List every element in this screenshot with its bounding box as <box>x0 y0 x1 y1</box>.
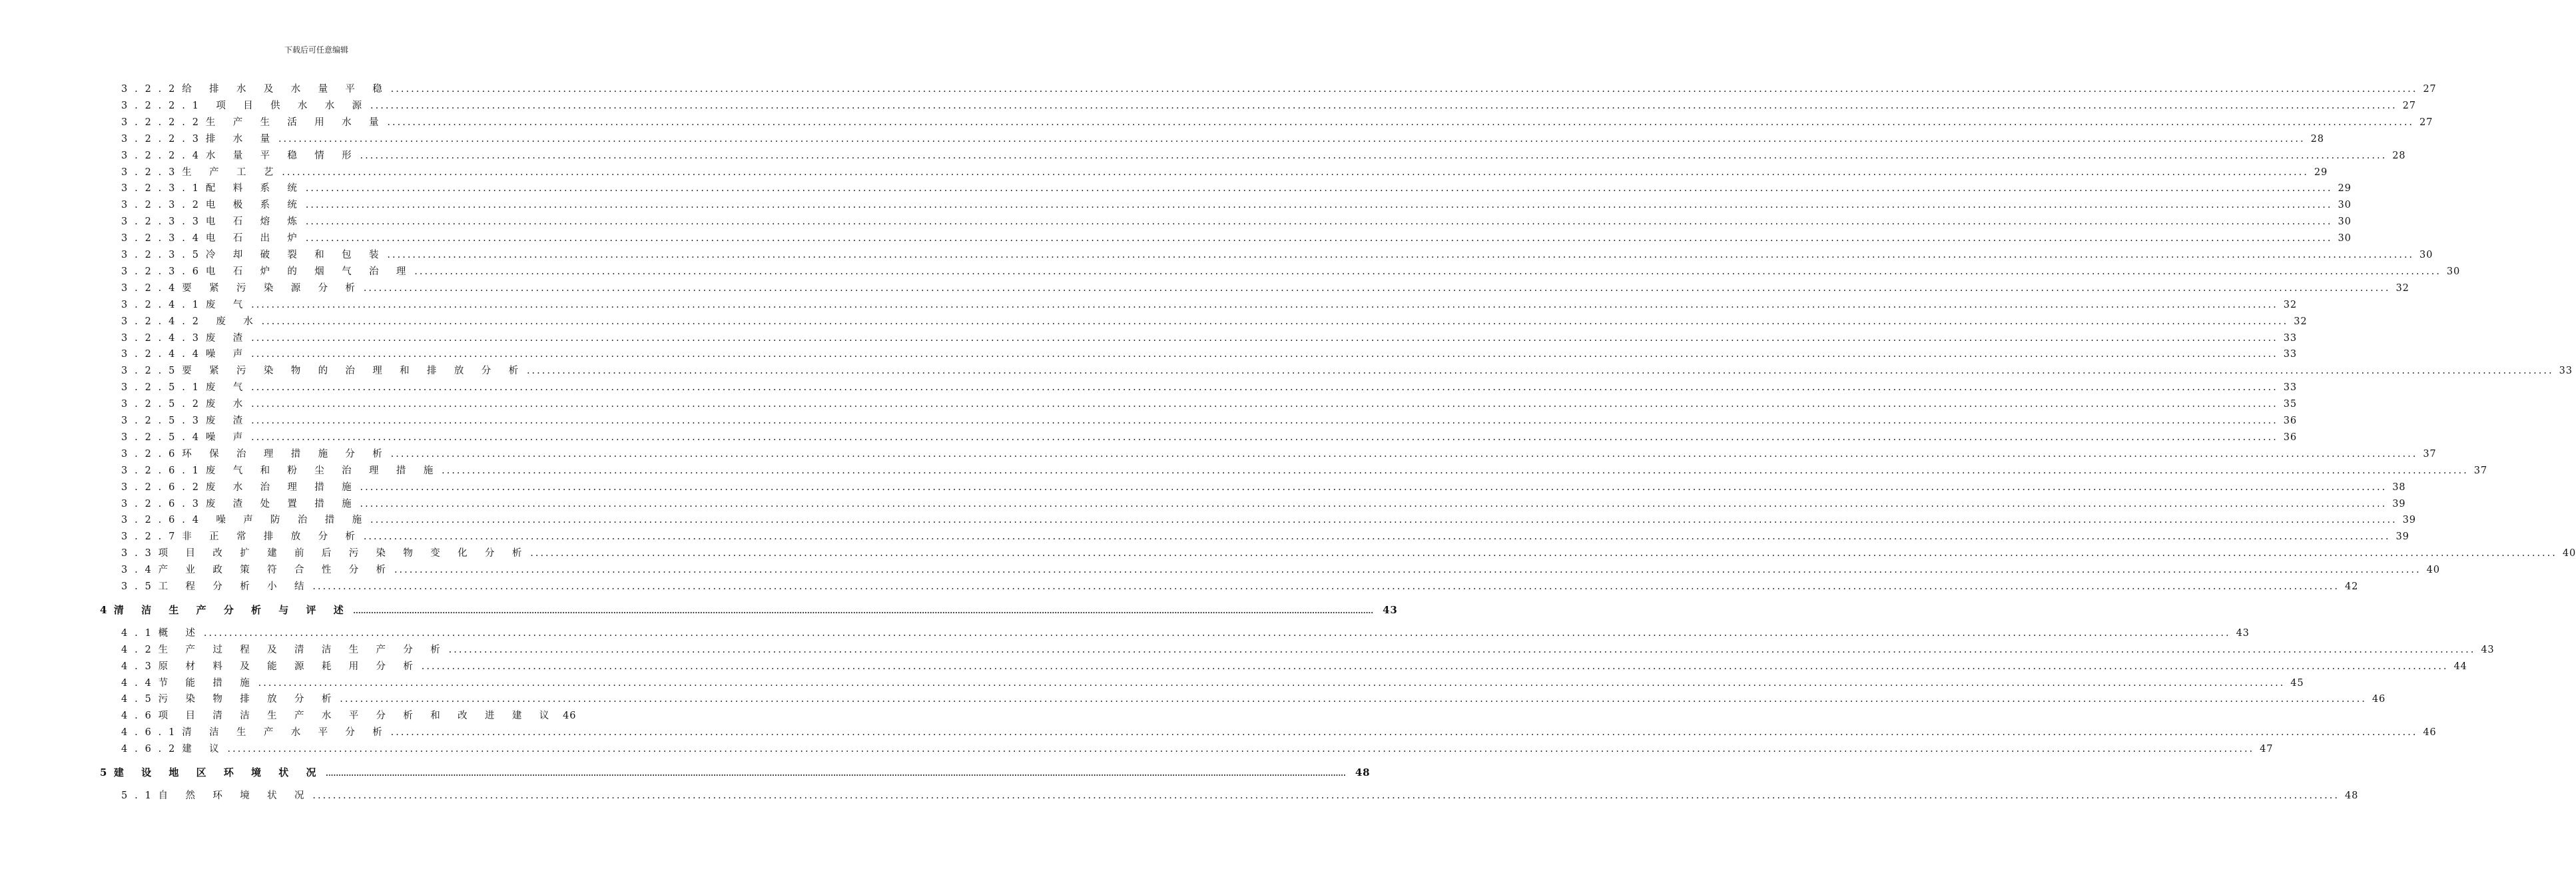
toc-leader-dots: ................................................................................................................................................................................................................................................................................................................................................................................................................ <box>442 465 2469 476</box>
toc-page-number: 47 <box>2260 744 2274 755</box>
toc-entry-label: 3.2.7非 正 常 排 放 分 析 <box>121 531 362 543</box>
toc-entry[interactable] <box>121 282 2410 295</box>
toc-entry[interactable] <box>121 198 2352 212</box>
toc-entry-label: 3.2.4.4噪 声 <box>121 349 250 360</box>
toc-page-number: 30 <box>2338 200 2352 211</box>
toc-entry[interactable] <box>121 726 2437 739</box>
toc-entry-label: 3.2.4.1废 气 <box>121 299 250 310</box>
toc-page-number: 45 <box>2290 677 2304 689</box>
toc-page-number: 46 <box>2423 727 2437 739</box>
toc-page-number: 43 <box>2481 644 2495 655</box>
toc-entry-label: 3.2.3.4电 石 出 炉 <box>121 233 304 244</box>
toc-leader-dots: ................................................................................................................................................................................................................................................................................................................................................................................................................ <box>251 432 2278 443</box>
toc-leader-dots: ................................................................................................................................................................................................................................................................................................................................................................................................................ <box>227 744 2255 755</box>
toc-leader-dots: ................................................................................................................................................................................................................................................................................................................................................................................................................ <box>414 266 2441 277</box>
toc-page-number: 30 <box>2338 216 2352 228</box>
toc-entry[interactable] <box>121 677 2304 690</box>
toc-leader-dots: ................................................................................................................................................................................................................................................................................................................................................................................................................ <box>251 299 2278 310</box>
toc-entry[interactable] <box>121 332 2297 345</box>
toc-page-number: 33 <box>2283 349 2297 360</box>
toc-page-number: 36 <box>2283 416 2297 426</box>
toc-entry[interactable] <box>121 497 2406 511</box>
toc-page-number: 40 <box>2426 565 2440 576</box>
toc-chapter-entry[interactable] <box>100 766 1371 779</box>
toc-entry[interactable] <box>121 83 2437 96</box>
toc-entry-label: 5.1自 然 环 境 状 况 <box>121 790 312 801</box>
toc-page-number: 39 <box>2392 498 2406 509</box>
toc-entry[interactable] <box>121 232 2352 245</box>
toc-page-number: 28 <box>2310 133 2324 145</box>
toc-entry[interactable] <box>121 215 2352 228</box>
toc-page-number: 37 <box>2473 465 2487 476</box>
toc-entry-label: 4.6.2建 议 <box>121 744 226 755</box>
toc-entry-label: 3.2.5要 紧 污 染 物 的 治 理 和 排 放 分 析 <box>121 366 525 377</box>
toc-entry[interactable] <box>121 149 2406 162</box>
toc-page-number: 27 <box>2402 100 2416 111</box>
toc-leader-dots: ................................................................................................................................................................................................................................................................................................................................................................................................................ <box>363 282 2391 294</box>
toc-entry[interactable] <box>121 513 2416 527</box>
toc-leader-dots: ................................................................................................................................................................................................................................................................................................................................................................................................................ <box>387 117 2415 128</box>
toc-entry[interactable] <box>121 643 2495 657</box>
toc-entry-label: 3.2.4.2 废 水 <box>121 316 260 327</box>
toc-entry[interactable] <box>121 547 2576 560</box>
toc-page-number: 28 <box>2392 150 2406 161</box>
toc-leader-dots: ................................................................................................................................................................................................................................................................................................................................................................................................................ <box>251 332 2278 344</box>
toc-page-number: 35 <box>2283 399 2297 410</box>
toc-page-number: 33 <box>2283 332 2297 344</box>
toc-leader-dots: ................................................................................................................................................................................................................................................................................................................................................................................................................ <box>312 581 2340 592</box>
toc-entry[interactable] <box>121 414 2297 428</box>
toc-entry[interactable] <box>121 133 2324 146</box>
toc-entry-label: 3.2.6环 保 治 理 措 施 分 析 <box>121 448 390 459</box>
toc-entry[interactable] <box>121 481 2406 494</box>
toc-leader-dots: ................................................................................................................................................................................................................................................................................................................................................................................................................ <box>305 233 2333 244</box>
toc-entry-label: 3.2.4要 紧 污 染 源 分 析 <box>121 282 362 294</box>
toc-chapter-entry[interactable] <box>100 603 1398 617</box>
toc-entry-label: 4.6项 目 清 洁 生 产 水 平 分 析 和 改 进 建 议 <box>121 711 557 722</box>
toc-leader-dots: ................................................................................................................................................................................................................................................................................................................................................................................................................ <box>340 694 2367 705</box>
toc-entry[interactable] <box>121 364 2573 378</box>
toc-entry[interactable] <box>121 315 2308 328</box>
toc-leader-dots: ................................................................................................................................................................................................................................................................................................................................................................................................................ <box>278 133 2306 145</box>
toc-entry-label: 4.2生 产 过 程 及 清 洁 生 产 分 析 <box>121 644 448 655</box>
toc-page-number: 48 <box>2345 790 2359 801</box>
toc-entry-label: 5建 设 地 区 环 境 状 况 <box>100 766 323 778</box>
toc-entry[interactable] <box>121 448 2437 461</box>
toc-entry-label: 4.3原 材 料 及 能 源 耗 用 分 析 <box>121 661 420 672</box>
toc-entry-label: 3.2.2.4水 量 平 稳 情 形 <box>121 150 359 161</box>
toc-leader-dots: ................................................................................................................................................................................................................................................................................................................................................................................................................ <box>394 565 2421 576</box>
toc-entry-label: 4.4节 能 措 施 <box>121 677 257 689</box>
toc-leader-dots: ................................................................................................................................................................................................................................................................................................................................................................................................................ <box>448 644 2476 655</box>
toc-leader-dots: ................................................................................................................................................................................................................................................................................................................................................................................................................ <box>370 515 2398 526</box>
toc-entry-label: 3.2.2.2生 产 生 活 用 水 量 <box>121 117 386 128</box>
toc-entry[interactable] <box>121 166 2328 179</box>
toc-entry-label: 3.5工 程 分 析 小 结 <box>121 581 312 592</box>
toc-entry-label: 3.2.2.3排 水 量 <box>121 133 277 145</box>
toc-entry[interactable] <box>121 431 2297 444</box>
toc-entry[interactable] <box>121 660 2467 673</box>
toc-leader-dots: ................................................................................................................................................................................................................................................................................................................................................................................................................ <box>370 100 2398 111</box>
toc-page-number: 29 <box>2338 183 2352 194</box>
toc-page-number: 44 <box>2453 661 2467 672</box>
toc-leader-dots: ................................................................................................................................................................................................................................................................................................................................................................................................................ <box>526 366 2554 377</box>
toc-page-number: 42 <box>2345 581 2359 592</box>
toc-entry[interactable] <box>121 627 2250 640</box>
toc-leader-dots: ................................................................................................................................................................................................................................................................................................................................................................................................................ <box>360 498 2388 509</box>
toc-leader-dots: ................................................................................................................................................................................................................................................................................................................................................................................................................ <box>282 166 2309 178</box>
toc-entry-label: 3.2.6.4 噪 声 防 治 措 施 <box>121 515 370 526</box>
toc-leader-dots: ................................................................................................................................................................................................................................................................................................................................................................................................................ <box>251 382 2278 394</box>
toc-entry[interactable] <box>121 99 2416 113</box>
toc-page-number: 30 <box>2338 233 2352 244</box>
toc-entry[interactable] <box>121 693 2386 706</box>
toc-entry-label: 3.2.4.3废 渣 <box>121 332 250 344</box>
toc-leader-dots: ................................................................................................................................................................................................................................................................................................................................................................................................................ <box>305 200 2333 211</box>
toc-page-number: 39 <box>2402 515 2416 526</box>
toc-entry[interactable] <box>121 116 2433 129</box>
toc-entry[interactable] <box>121 789 2359 802</box>
toc-leader-dots: ................................................................................................................................................................................................................................................................................................................................................................................................................ <box>353 606 1374 615</box>
toc-leader-dots: ................................................................................................................................................................................................................................................................................................................................................................................................................ <box>261 316 2289 327</box>
toc-page-number: 32 <box>2283 299 2297 310</box>
toc-entry[interactable] <box>121 398 2297 411</box>
toc-entry-label: 3.3项 目 改 扩 建 前 后 污 染 物 变 化 分 析 <box>121 548 529 559</box>
toc-leader-dots: ................................................................................................................................................................................................................................................................................................................................................................................................................ <box>312 790 2340 801</box>
toc-entry[interactable] <box>121 265 2461 278</box>
toc-leader-dots: ................................................................................................................................................................................................................................................................................................................................................................................................................ <box>390 448 2418 459</box>
toc-entry[interactable] <box>121 348 2297 361</box>
toc-entry-label: 3.2.3生 产 工 艺 <box>121 166 281 178</box>
toc-entry-label: 3.2.5.4噪 声 <box>121 432 250 443</box>
toc-entry-label: 3.2.2.1 项 目 供 水 水 源 <box>121 100 370 111</box>
toc-leader-dots: ................................................................................................................................................................................................................................................................................................................................................................................................................ <box>360 481 2388 493</box>
toc-entry[interactable] <box>121 182 2352 195</box>
toc-leader-dots: ................................................................................................................................................................................................................................................................................................................................................................................................................ <box>530 548 2557 559</box>
toc-page-number: 38 <box>2392 481 2406 493</box>
toc-entry[interactable] <box>121 298 2297 312</box>
toc-entry-label: 4清 洁 生 产 分 析 与 评 述 <box>100 603 351 616</box>
toc-entry[interactable] <box>121 464 2487 477</box>
toc-page-number: 30 <box>2419 250 2433 260</box>
toc-page-number: 29 <box>2314 166 2328 178</box>
toc-entry-label: 3.2.5.2废 水 <box>121 399 250 410</box>
toc-entry-label: 4.5污 染 物 排 放 分 析 <box>121 694 339 705</box>
toc-leader-dots: ................................................................................................................................................................................................................................................................................................................................................................................................................ <box>360 150 2388 161</box>
toc-entry-label: 4.1概 述 <box>121 627 202 639</box>
toc-leader-dots: ................................................................................................................................................................................................................................................................................................................................................................................................................ <box>305 216 2333 228</box>
toc-leader-dots: ................................................................................................................................................................................................................................................................................................................................................................................................................ <box>363 531 2391 543</box>
toc-entry-label: 3.4产 业 政 策 符 合 性 分 析 <box>121 565 393 576</box>
toc-entry-label: 3.2.6.2废 水 治 理 措 施 <box>121 481 359 493</box>
toc-entry-label: 3.2.3.3电 石 熔 炼 <box>121 216 304 228</box>
toc-page-number: 30 <box>2446 266 2461 277</box>
toc-leader-dots: ................................................................................................................................................................................................................................................................................................................................................................................................................ <box>251 416 2278 426</box>
toc-leader-dots: ................................................................................................................................................................................................................................................................................................................................................................................................................ <box>421 661 2449 672</box>
page-header: 下载后可任意编辑 <box>284 45 348 55</box>
toc-leader-dots: ................................................................................................................................................................................................................................................................................................................................................................................................................ <box>326 769 1346 778</box>
toc-entry-label: 3.2.2给 排 水 及 水 量 平 稳 <box>121 84 390 95</box>
toc-entry[interactable] <box>121 709 577 723</box>
toc-leader-dots: ................................................................................................................................................................................................................................................................................................................................................................................................................ <box>258 677 2286 689</box>
toc-entry-label: 3.2.3.6电 石 炉 的 烟 气 治 理 <box>121 266 414 277</box>
toc-leader-dots: ................................................................................................................................................................................................................................................................................................................................................................................................................ <box>387 250 2415 260</box>
toc-page-number: 48 <box>1355 766 1371 778</box>
toc-entry[interactable] <box>121 530 2410 543</box>
toc-page-number: 33 <box>2559 366 2573 377</box>
toc-leader-dots: ................................................................................................................................................................................................................................................................................................................................................................................................................ <box>251 399 2278 410</box>
toc-page-number: 43 <box>2236 627 2250 639</box>
toc-entry-label: 3.2.5.1废 气 <box>121 382 250 394</box>
toc-leader-dots: ................................................................................................................................................................................................................................................................................................................................................................................................................ <box>203 627 2231 639</box>
toc-leader-dots: ................................................................................................................................................................................................................................................................................................................................................................................................................ <box>251 349 2278 360</box>
toc-page-number: 32 <box>2396 282 2410 294</box>
toc-entry-label: 3.2.5.3废 渣 <box>121 416 250 426</box>
toc-page-number: 37 <box>2423 448 2437 459</box>
toc-entry-label: 3.2.6.3废 渣 处 置 措 施 <box>121 498 359 509</box>
toc-entry-label: 3.2.3.5冷 却 破 裂 和 包 装 <box>121 250 386 260</box>
toc-leader-dots: ................................................................................................................................................................................................................................................................................................................................................................................................................ <box>390 727 2418 739</box>
toc-page-number: 40 <box>2562 548 2576 559</box>
toc-page-number: 43 <box>1383 603 1398 616</box>
toc-leader-dots: ................................................................................................................................................................................................................................................................................................................................................................................................................ <box>305 183 2333 194</box>
toc-leader-dots: ................................................................................................................................................................................................................................................................................................................................................................................................................ <box>390 84 2418 95</box>
toc-entry-label: 3.2.3.2电 极 系 统 <box>121 200 304 211</box>
toc-entry[interactable] <box>121 580 2359 593</box>
toc-entry-label: 4.6.1清 洁 生 产 水 平 分 析 <box>121 727 390 739</box>
toc-page-number: 46 <box>563 711 577 722</box>
toc-page-number: 32 <box>2294 316 2308 327</box>
toc-entry[interactable] <box>121 248 2433 262</box>
toc-entry[interactable] <box>121 563 2440 577</box>
toc-page-number: 39 <box>2396 531 2410 543</box>
toc-entry[interactable] <box>121 743 2274 756</box>
toc-page-number: 33 <box>2283 382 2297 394</box>
toc-entry[interactable] <box>121 381 2297 394</box>
toc-page-number: 27 <box>2419 117 2433 128</box>
toc-page-number: 46 <box>2372 694 2386 705</box>
toc-page-number: 27 <box>2423 84 2437 95</box>
toc-entry-label: 3.2.3.1配 料 系 统 <box>121 183 304 194</box>
toc-page-number: 36 <box>2283 432 2297 443</box>
toc-entry-label: 3.2.6.1废 气 和 粉 尘 治 理 措 施 <box>121 465 441 476</box>
